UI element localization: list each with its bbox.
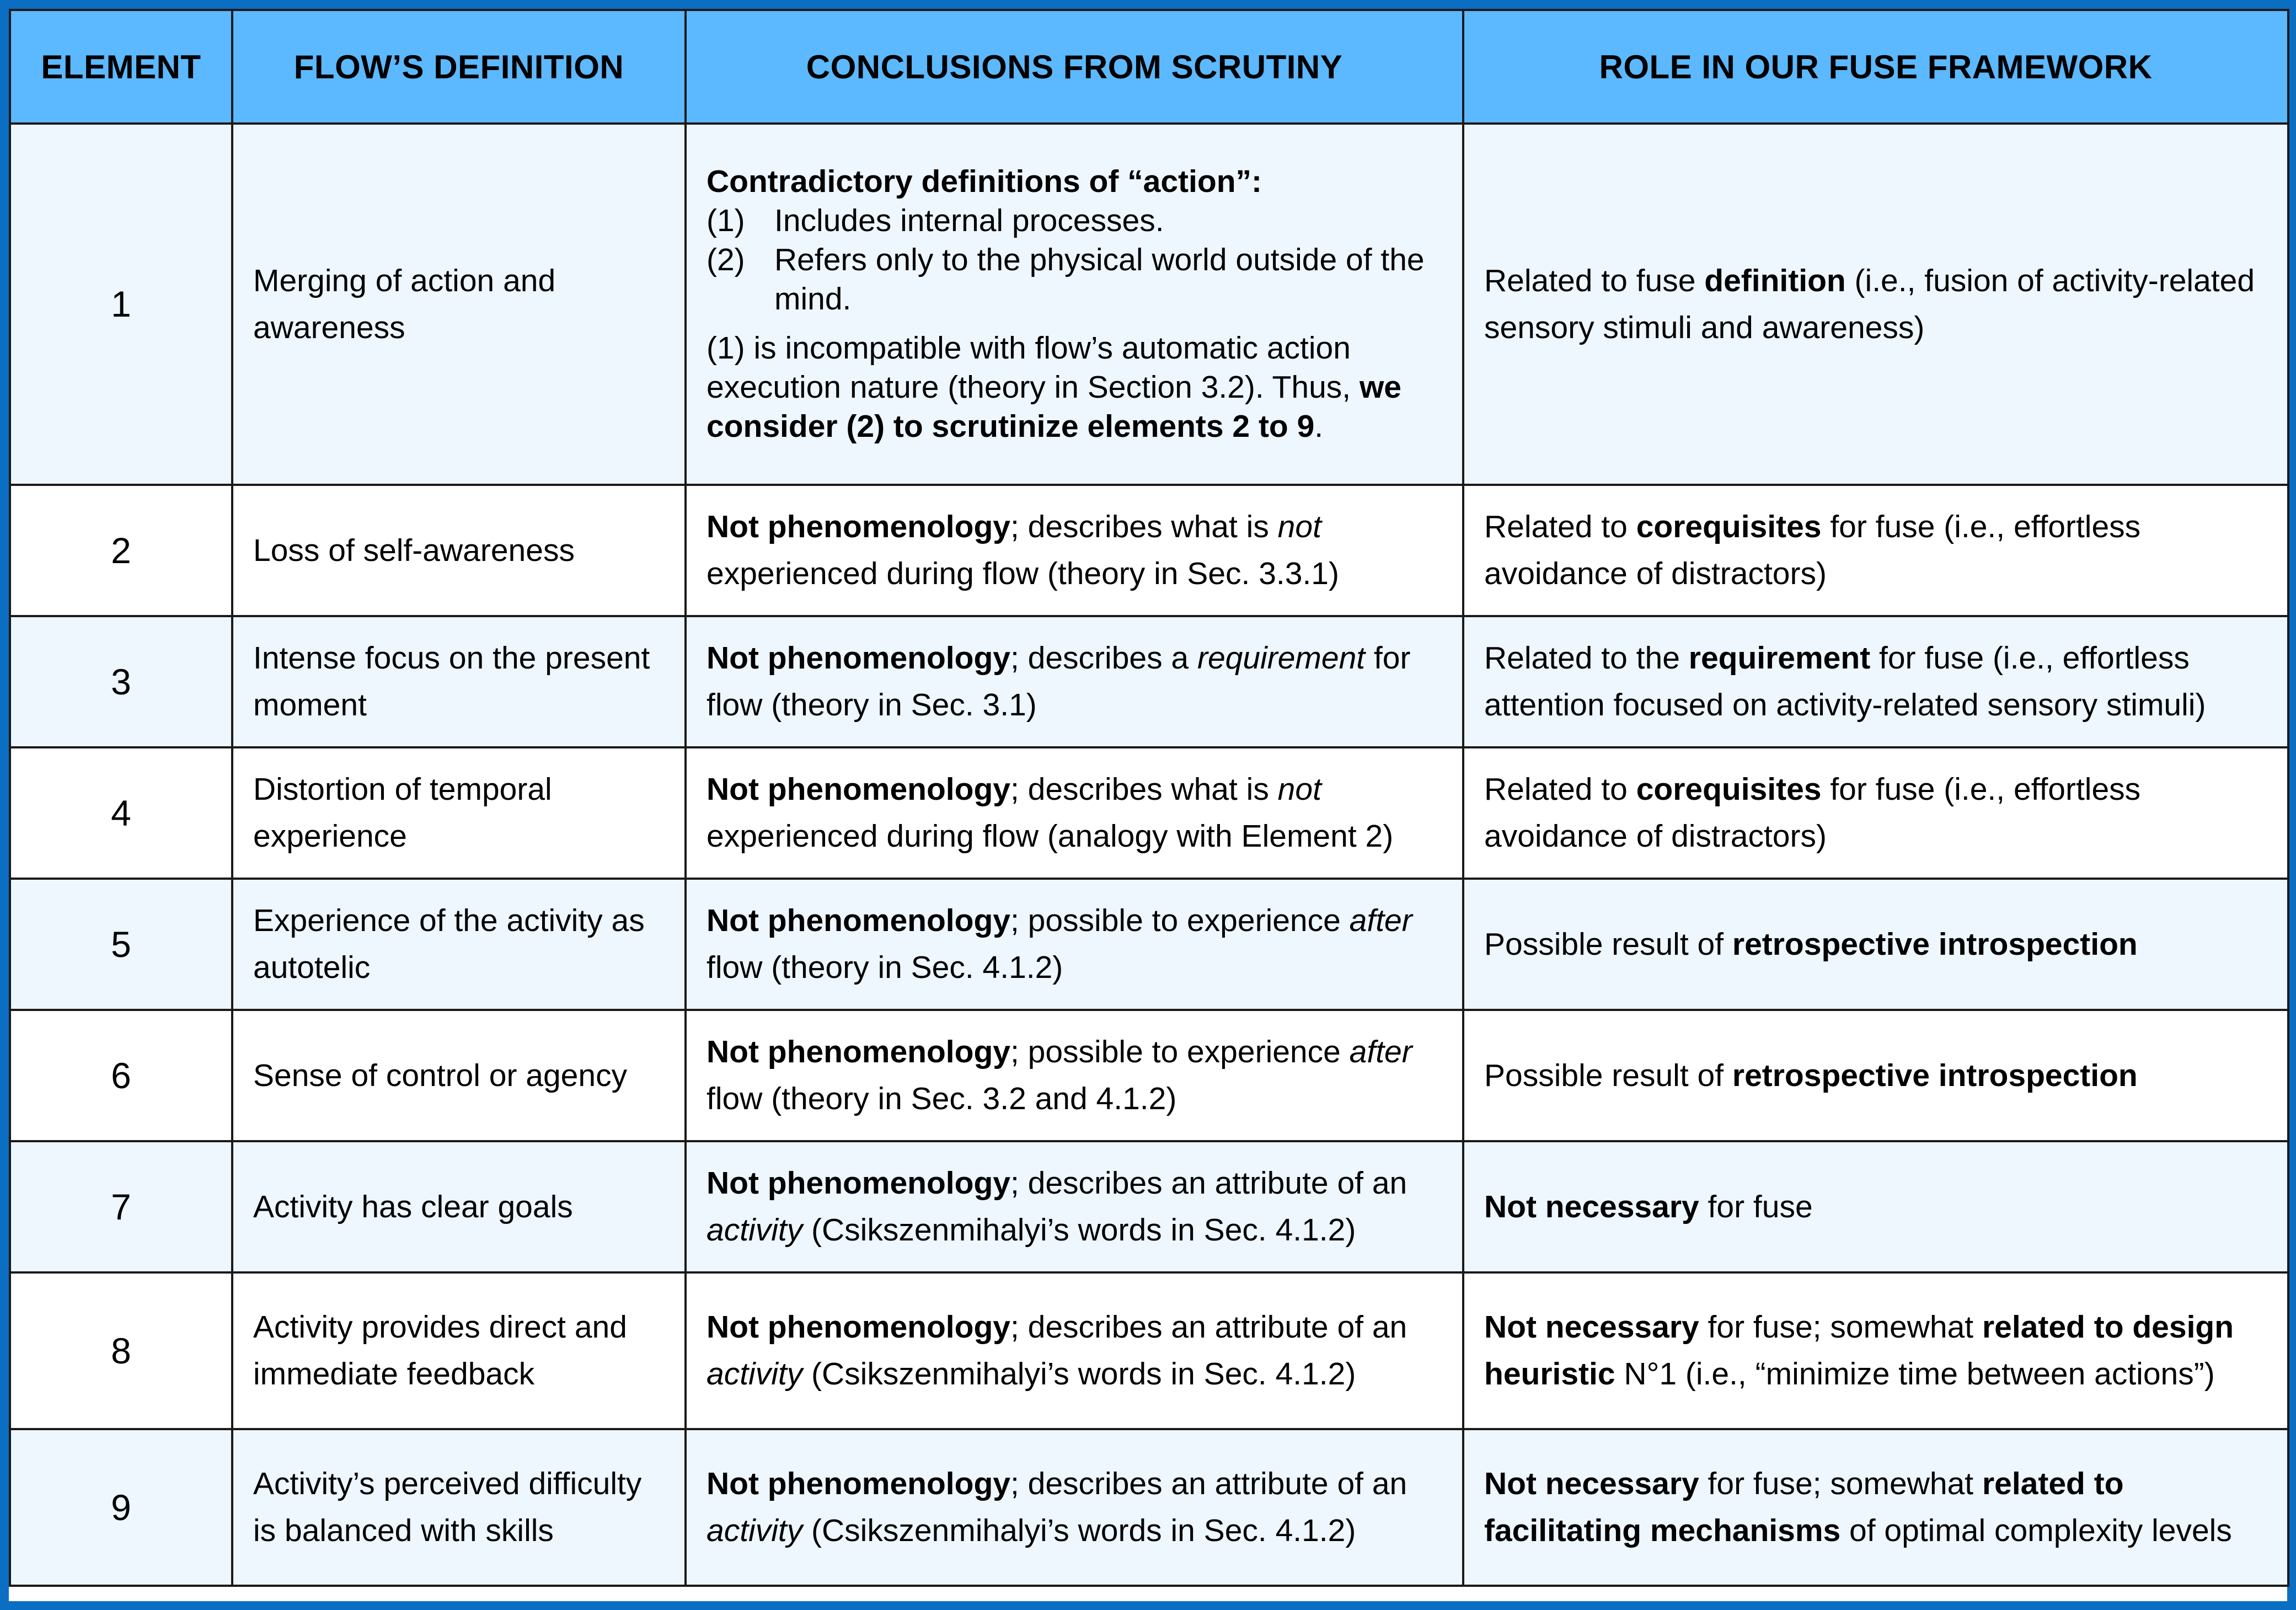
role-pre: Related to the [1484, 640, 1689, 676]
conclusion-post: flow (theory in Sec. 4.1.2) [707, 950, 1063, 985]
conclusion-pre: ; describes what is [1010, 509, 1278, 544]
table-row [10, 616, 2288, 747]
conclusion-cell [686, 124, 1463, 485]
role-cell [1463, 485, 2288, 616]
conclusion-heading: Contradictory definitions of “action”: [707, 164, 1262, 199]
table-row [10, 1141, 2288, 1272]
flow-elements-table [9, 9, 2289, 1587]
conclusion-bold: Not phenomenology [707, 772, 1010, 807]
role-cell [1463, 1429, 2288, 1586]
conclusion-cell [686, 1429, 1463, 1586]
table-row [10, 124, 2288, 485]
element-number: 9 [10, 1429, 232, 1586]
definition-cell: Experience of the activity as autotelic [232, 879, 686, 1010]
conclusion-cell [686, 1272, 1463, 1429]
conclusion-cell [686, 1141, 1463, 1272]
conclusion-italic: requirement [1197, 640, 1366, 676]
header-element: ELEMENT [10, 10, 232, 124]
role-post: for fuse (i.e., effortless attention focused on activity-related sensory stimuli) [1484, 640, 2206, 723]
definition-cell: Distortion of temporal experience [232, 747, 686, 879]
role-bold: Not necessary [1484, 1466, 1699, 1501]
element-number: 1 [10, 124, 232, 485]
table-row [10, 747, 2288, 879]
conclusion-bold: Not phenomenology [707, 509, 1010, 544]
conclusion-cell [686, 616, 1463, 747]
table-row [10, 1010, 2288, 1141]
table-row [10, 1272, 2288, 1429]
conclusion-italic: not [1277, 509, 1321, 544]
element-number: 4 [10, 747, 232, 879]
conclusion-italic: after [1349, 903, 1412, 938]
conclusion-post: (Csikszenmihalyi’s words in Sec. 4.1.2) [802, 1513, 1356, 1548]
conclusion-bold: Not phenomenology [707, 1165, 1010, 1201]
conclusion-italic: activity [707, 1356, 803, 1392]
definition-cell: Activity has clear goals [232, 1141, 686, 1272]
conclusion-pre: ; describes an attribute of an [1010, 1466, 1407, 1501]
conclusion-post: (Csikszenmihalyi’s words in Sec. 4.1.2) [802, 1212, 1356, 1248]
conclusion-post: for flow (theory in Sec. 3.1) [707, 640, 1411, 723]
conclusion-cell [686, 879, 1463, 1010]
role-bold: Not necessary [1484, 1309, 1699, 1345]
role-bold: Not necessary [1484, 1189, 1699, 1224]
header-role: ROLE IN OUR FUSE FRAMEWORK [1463, 10, 2288, 124]
conclusion-post: (Csikszenmihalyi’s words in Sec. 4.1.2) [802, 1356, 1356, 1392]
conclusion-pre: ; describes a [1010, 640, 1197, 676]
table-row [10, 1429, 2288, 1586]
action-definitions-list [707, 201, 1442, 319]
element-number: 5 [10, 879, 232, 1010]
role-pre: Related to [1484, 772, 1636, 807]
role-post: for fuse (i.e., effortless avoidance of distractors) [1484, 509, 2141, 591]
role-cell [1463, 879, 2288, 1010]
list-item [707, 201, 1442, 240]
conclusion-tail [707, 329, 1442, 446]
table-row [10, 485, 2288, 616]
role-cell [1463, 747, 2288, 879]
conclusion-pre: ; possible to experience [1010, 903, 1350, 938]
role-post: for fuse; somewhat [1699, 1466, 1982, 1501]
conclusion-bold: Not phenomenology [707, 640, 1010, 676]
conclusion-cell [686, 1010, 1463, 1141]
conclusion-bold: Not phenomenology [707, 1034, 1010, 1069]
table-row [10, 879, 2288, 1010]
conclusion-cell [686, 747, 1463, 879]
list-marker: (2) [707, 242, 745, 277]
role-bold-secondary: related to design heuristic [1484, 1309, 2234, 1392]
conclusion-italic: not [1277, 772, 1321, 807]
role-cell [1463, 1141, 2288, 1272]
conclusion-pre: ; describes an attribute of an [1010, 1309, 1407, 1345]
tail-bold: we consider (2) to scrutinize elements 2 to 9 [707, 370, 1401, 444]
conclusion-pre: ; possible to experience [1010, 1034, 1350, 1069]
definition-cell: Loss of self-awareness [232, 485, 686, 616]
element-number: 6 [10, 1010, 232, 1141]
tail-text: (1) is incompatible with flow’s automatic action execution nature (theory in Section 3.2). Thus, [707, 330, 1360, 405]
definition-cell: Merging of action and awareness [232, 124, 686, 485]
element-number: 7 [10, 1141, 232, 1272]
role-pre: Related to fuse [1484, 263, 1705, 298]
tail-end: . [1314, 409, 1324, 444]
conclusion-bold: Not phenomenology [707, 1309, 1010, 1345]
conclusion-pre: ; describes an attribute of an [1010, 1165, 1407, 1201]
element-number: 8 [10, 1272, 232, 1429]
role-bold: retrospective introspection [1732, 926, 2138, 962]
conclusion-bold: Not phenomenology [707, 903, 1010, 938]
role-post: for fuse; somewhat [1699, 1309, 1982, 1345]
role-cell [1463, 616, 2288, 747]
role-bold: corequisites [1636, 772, 1822, 807]
flow-elements-table-frame [9, 9, 2287, 1601]
role-post: (i.e., fusion of activity-related sensory stimuli and awareness) [1484, 263, 2255, 345]
conclusion-italic: after [1349, 1034, 1412, 1069]
role-bold-secondary: related to facilitating mechanisms [1484, 1466, 2124, 1548]
role-bold: requirement [1688, 640, 1871, 676]
role-pre: Possible result of [1484, 1057, 1732, 1093]
conclusion-post: flow (theory in Sec. 3.2 and 4.1.2) [707, 1081, 1177, 1116]
list-item [707, 240, 1442, 319]
header-conclusions: CONCLUSIONS FROM SCRUTINY [686, 10, 1463, 124]
element-number: 3 [10, 616, 232, 747]
definition-cell: Intense focus on the present moment [232, 616, 686, 747]
conclusion-cell [686, 485, 1463, 616]
role-pre: Related to [1484, 509, 1636, 544]
role-post-secondary: of optimal complexity levels [1840, 1513, 2232, 1548]
role-bold: definition [1704, 263, 1846, 298]
header-definition: FLOW’S DEFINITION [232, 10, 686, 124]
role-cell [1463, 1272, 2288, 1429]
conclusion-bold: Not phenomenology [707, 1466, 1010, 1501]
role-post: for fuse (i.e., effortless avoidance of distractors) [1484, 772, 2141, 854]
conclusion-pre: ; describes what is [1010, 772, 1278, 807]
definition-cell: Sense of control or agency [232, 1010, 686, 1141]
role-bold: corequisites [1636, 509, 1822, 544]
conclusion-post: experienced during flow (theory in Sec. 3.3.1) [707, 556, 1339, 591]
role-pre: Possible result of [1484, 926, 1732, 962]
conclusion-post: experienced during flow (analogy with Element 2) [707, 819, 1394, 854]
role-cell [1463, 1010, 2288, 1141]
list-text: Refers only to the physical world outside of the mind. [774, 242, 1425, 317]
role-post: for fuse [1699, 1189, 1813, 1224]
element-number: 2 [10, 485, 232, 616]
role-post-secondary: N°1 (i.e., “minimize time between actions”) [1615, 1356, 2215, 1392]
conclusion-italic: activity [707, 1212, 803, 1248]
definition-cell: Activity’s perceived difficulty is balanced with skills [232, 1429, 686, 1586]
conclusion-italic: activity [707, 1513, 803, 1548]
definition-cell: Activity provides direct and immediate feedback [232, 1272, 686, 1429]
role-cell [1463, 124, 2288, 485]
role-bold: retrospective introspection [1732, 1057, 2138, 1093]
table-header-row [10, 10, 2288, 124]
list-marker: (1) [707, 203, 745, 238]
list-text: Includes internal processes. [774, 203, 1164, 238]
